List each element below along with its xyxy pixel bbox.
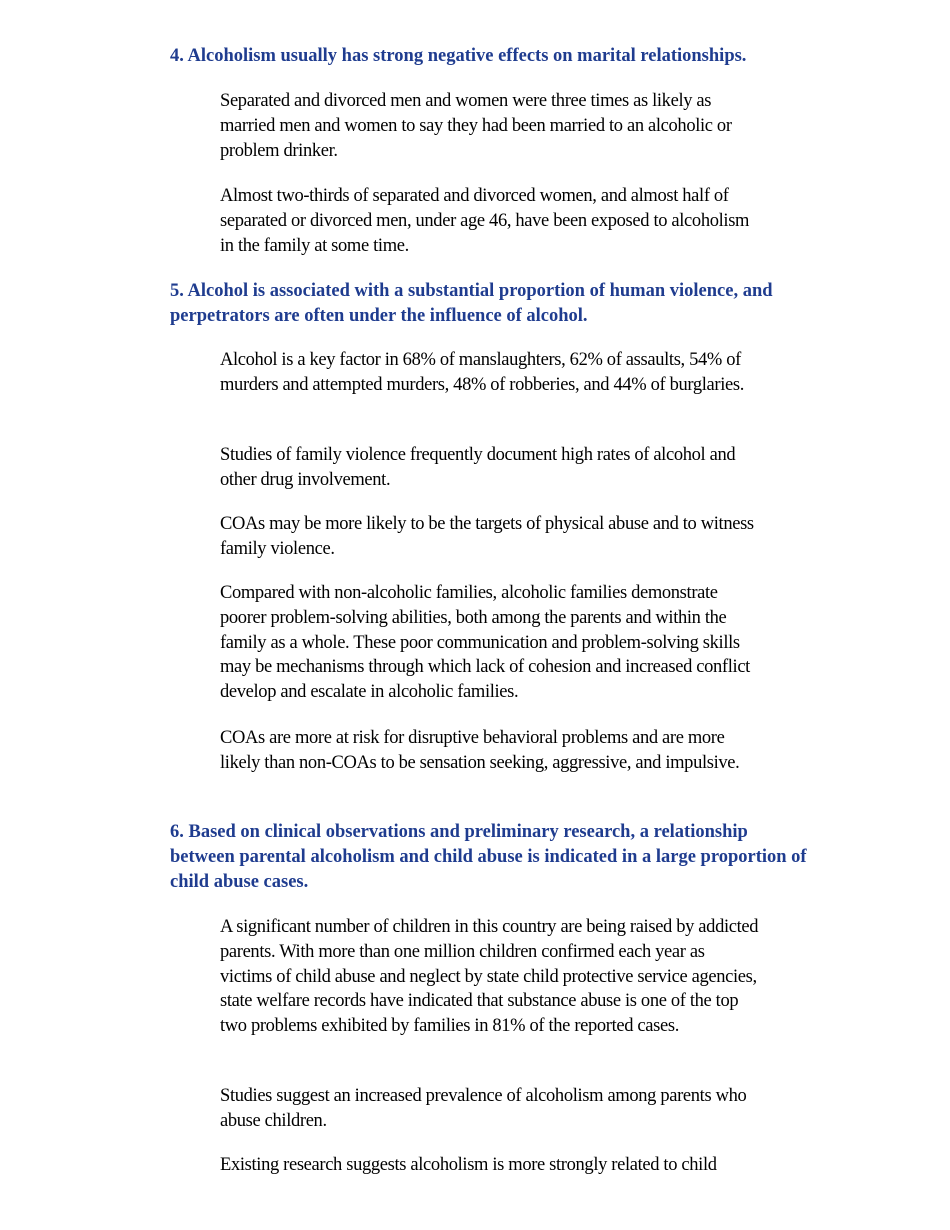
paragraph: COAs are more at risk for disruptive behavioral problems and are more likely than non-COAs to be sensation seeking, aggressive, and impulsive. (220, 728, 740, 773)
section-heading-6: 6. Based on clinical observations and preliminary research, a relationship between parental alcoholism and child abuse is indicated in a large proportion of child abuse cases. (170, 822, 807, 892)
section-heading-5: 5. Alcohol is associated with a substantial proportion of human violence, and perpetrators are often under the influence of alcohol. (170, 281, 773, 326)
paragraph: A significant number of children in this country are being raised by addicted parents. With more than one million children confirmed each year as victims of child abuse and neglect by state child protective service agencies, state welfare records have indicated that substance abuse is one of the top two problems exhibited by families in 81% of the reported cases. (220, 917, 759, 1037)
section-heading-4: 4. Alcoholism usually has strong negative effects on marital relationships. (170, 46, 747, 66)
paragraph: COAs may be more likely to be the targets of physical abuse and to witness family violence. (220, 514, 754, 559)
paragraph: Existing research suggests alcoholism is more strongly related to child (220, 1155, 717, 1175)
paragraph: Almost two-thirds of separated and divorced women, and almost half of separated or divorced men, under age 46, have been exposed to alcoholism in the family at some time. (220, 186, 750, 256)
paragraph: Alcohol is a key factor in 68% of manslaughters, 62% of assaults, 54% of murders and attempted murders, 48% of robberies, and 44% of burglaries. (220, 350, 744, 395)
paragraph: Studies of family violence frequently document high rates of alcohol and other drug involvement. (220, 445, 736, 490)
paragraph: Compared with non-alcoholic families, alcoholic families demonstrate poorer problem-solving abilities, both among the parents and within the family as a whole. These poor communication and problem-solving skills may be mechanisms through which lack of cohesion and increased conflict develop and escalate in alcoholic families. (220, 583, 750, 703)
paragraph: Separated and divorced men and women were three times as likely as married men and women to say they had been married to an alcoholic or problem drinker. (220, 91, 732, 161)
paragraph: Studies suggest an increased prevalence of alcoholism among parents who abuse children. (220, 1086, 747, 1131)
